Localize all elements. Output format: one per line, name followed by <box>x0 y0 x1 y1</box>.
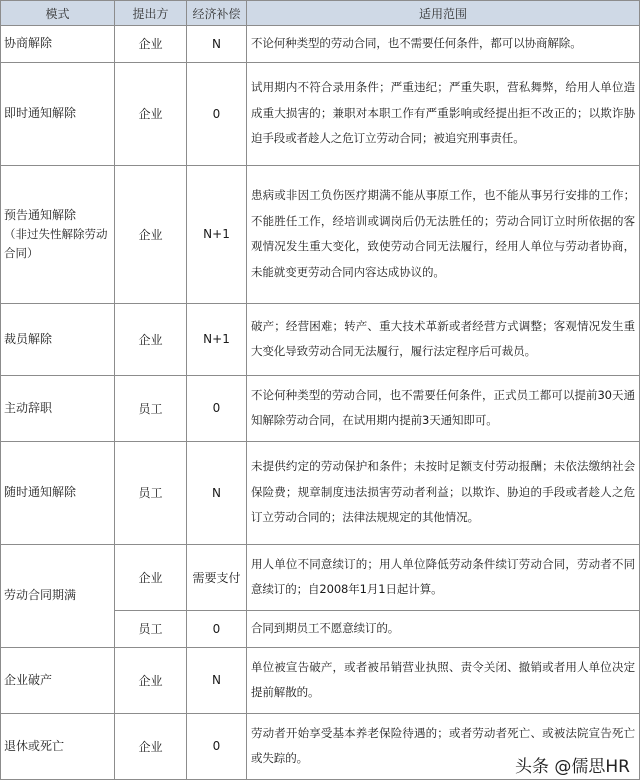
compensation-cell: 0 <box>187 62 247 165</box>
compensation-cell: N <box>187 647 247 713</box>
header-scope: 适用范围 <box>247 1 640 26</box>
compensation-cell: N+1 <box>187 303 247 375</box>
mode-cell: 协商解除 <box>1 26 115 63</box>
table-row <box>1 62 640 165</box>
table-row <box>1 165 640 303</box>
party-cell: 企业 <box>115 544 187 610</box>
scope-cell: 不论何种类型的劳动合同，也不需要任何条件，正式员工都可以提前30天通知解除劳动合同，在试用期内提前3天通知即可。 <box>247 375 640 441</box>
party-cell: 企业 <box>115 165 187 303</box>
mode-cell: 随时通知解除 <box>1 441 115 544</box>
mode-cell: 退休或死亡 <box>1 713 115 779</box>
table-row <box>1 26 640 63</box>
mode-cell: 裁员解除 <box>1 303 115 375</box>
compensation-cell: 0 <box>187 375 247 441</box>
party-cell: 企业 <box>115 303 187 375</box>
table-row <box>1 303 640 375</box>
table-row <box>1 441 640 544</box>
watermark-text: 头条 @儒思HR <box>515 757 630 777</box>
mode-cell: 主动辞职 <box>1 375 115 441</box>
header-party: 提出方 <box>115 1 187 26</box>
table-row <box>1 375 640 441</box>
scope-cell: 患病或非因工负伤医疗期满不能从事原工作，也不能从事另行安排的工作；不能胜任工作，经培训或调岗后仍无法胜任的；劳动合同订立时所依据的客观情况发生重大变化，致使劳动合同无法履行，经用人单位与劳动者协商，未能就变更劳动合同内容达成协议的。 <box>247 165 640 303</box>
mode-cell: 即时通知解除 <box>1 62 115 165</box>
mode-title: 预告通知解除 <box>4 207 77 222</box>
scope-cell: 不论何种类型的劳动合同，也不需要任何条件，都可以协商解除。 <box>247 26 640 63</box>
party-cell: 员工 <box>115 610 187 647</box>
scope-cell: 合同到期员工不愿意续订的。 <box>247 610 640 647</box>
scope-cell: 破产；经营困难；转产、重大技术革新或者经营方式调整；客观情况发生重大变化导致劳动合同无法履行，履行法定程序后可裁员。 <box>247 303 640 375</box>
scope-cell: 未提供约定的劳动保护和条件；未按时足额支付劳动报酬；未依法缴纳社会保险费；规章制度违法损害劳动者利益；以欺诈、胁迫的手段或者趁人之危订立劳动合同的；法律法规规定的其他情况。 <box>247 441 640 544</box>
compensation-cell: N <box>187 441 247 544</box>
compensation-cell: 0 <box>187 713 247 779</box>
header-row <box>1 1 640 26</box>
compensation-cell: N <box>187 26 247 63</box>
compensation-cell: 需要支付 <box>187 544 247 610</box>
header-compensation: 经济补偿 <box>187 1 247 26</box>
party-cell: 企业 <box>115 713 187 779</box>
scope-cell: 试用期内不符合录用条件；严重违纪；严重失职，营私舞弊，给用人单位造成重大损害的；兼职对本职工作有严重影响或经提出拒不改正的；以欺诈胁迫手段或者趁人之危订立劳动合同；被追究刑事责任。 <box>247 62 640 165</box>
party-cell: 企业 <box>115 26 187 63</box>
table-row <box>1 544 640 610</box>
mode-cell <box>1 165 115 303</box>
scope-cell: 用人单位不同意续订的；用人单位降低劳动条件续订劳动合同，劳动者不同意续订的；自2008年1月1日起计算。 <box>247 544 640 610</box>
party-cell: 企业 <box>115 647 187 713</box>
party-cell: 企业 <box>115 62 187 165</box>
scope-cell: 单位被宣告破产，或者被吊销营业执照、责令关闭、撤销或者用人单位决定提前解散的。 <box>247 647 640 713</box>
compensation-cell: N+1 <box>187 165 247 303</box>
compensation-cell: 0 <box>187 610 247 647</box>
mode-note: （非过失性解除劳动合同） <box>4 226 108 260</box>
mode-cell: 劳动合同期满 <box>1 544 115 647</box>
mode-cell: 企业破产 <box>1 647 115 713</box>
party-cell: 员工 <box>115 441 187 544</box>
party-cell: 员工 <box>115 375 187 441</box>
table-row <box>1 647 640 713</box>
header-mode: 模式 <box>1 1 115 26</box>
scope-cell: 劳动者开始享受基本养老保险待遇的；或者劳动者死亡、或被法院宣告死亡或失踪的。 <box>247 713 640 779</box>
